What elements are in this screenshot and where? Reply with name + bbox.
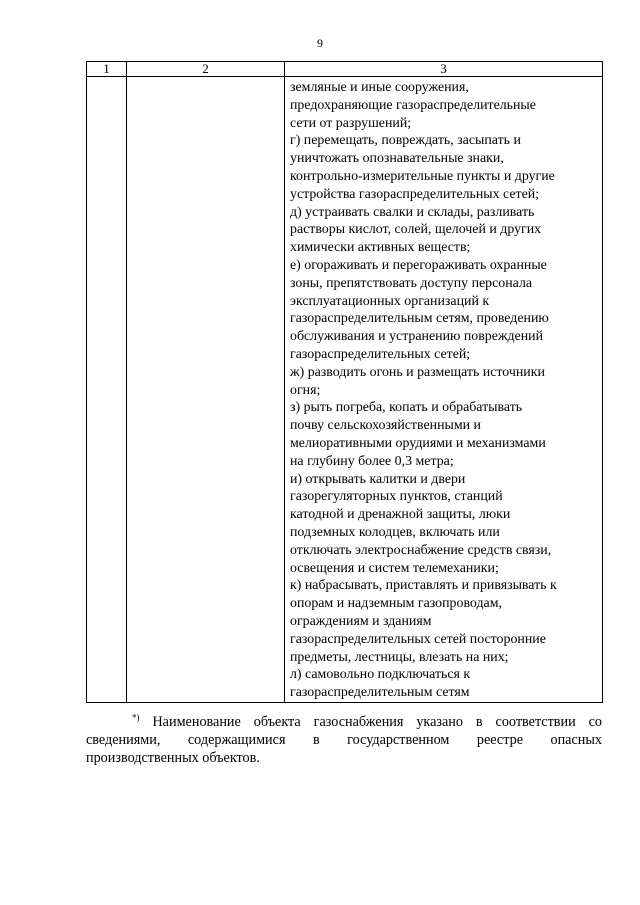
text-line: ж) разводить огонь и размещать источники [290,364,545,380]
footnote-first-line [86,713,602,749]
footnote-marker: *) [132,712,140,723]
column-header-2: 2 [127,62,285,77]
text-line: опорам и надземным газопроводам, [290,596,502,612]
text-line: земляные и иные сооружения, [290,80,469,95]
column-3-cell [285,77,603,703]
text-line: г) перемещать, повреждать, засыпать и [290,133,521,149]
text-line: ограждениям и зданиям [290,613,432,629]
text-line: контрольно-измерительные пункты и другие [290,168,555,184]
text-line: з) рыть погреба, копать и обрабатывать [290,400,523,416]
text-line: газораспределительных сетей посторонние [290,631,546,647]
text-line: химически активных веществ; [290,240,471,256]
footnote-text: Наименование объекта газоснабжения указано в соответствии со сведениями, содержащимися в государственном реестре опасных [86,714,603,749]
requirements-table [86,61,603,703]
text-line: огня; [290,382,321,398]
text-line: предметы, лестницы, влезать на них; [290,649,509,665]
text-line: устройства газораспределительных сетей; [290,186,540,202]
column-2-cell [127,77,285,703]
text-line: освещения и систем телемеханики; [290,560,499,576]
text-line: газораспределительным сетям, проведению [290,311,549,327]
text-line: подземных колодцев, включать или [290,524,500,540]
text-line: мелиоративными орудиями и механизмами [290,435,546,451]
text-line: л) самовольно подключаться к [290,667,471,683]
text-line: д) устраивать свалки и склады, разливать [290,204,535,220]
text-line: предохраняющие газораспределительные [290,97,536,113]
table-row [87,77,603,703]
text-line: почву сельскохозяйственными и [290,418,481,434]
text-line: газораспределительным сетям [290,685,470,701]
page-number: 9 [317,36,323,50]
text-line: эксплуатационных организаций к [290,293,490,309]
table-header-row [87,62,603,77]
column-1-cell [87,77,127,703]
text-line: газораспределительных сетей; [290,346,471,362]
text-line: и) открывать калитки и двери [290,471,466,487]
column-header-1: 1 [87,62,127,77]
text-line: зоны, препятствовать доступу персонала [290,275,533,291]
text-line: уничтожать опознавательные знаки, [290,151,504,167]
text-line: обслуживания и устранению повреждений [290,329,544,345]
footnote-last-line: производственных объектов. [86,750,260,767]
text-line: отключать электроснабжение средств связи, [290,542,552,558]
text-line: газорегуляторных пунктов, станций [290,489,503,505]
footnote [86,713,602,768]
text-line: на глубину более 0,3 метра; [290,453,454,469]
text-line: к) набрасывать, приставлять и привязывать к [290,578,557,594]
text-line: е) огораживать и перегораживать охранные [290,257,547,273]
text-line: катодной и дренажной защиты, люки [290,507,511,523]
text-line: растворы кислот, солей, щелочей и других [290,222,542,238]
column-header-3: 3 [285,62,603,77]
text-line: сети от разрушений; [290,115,412,131]
